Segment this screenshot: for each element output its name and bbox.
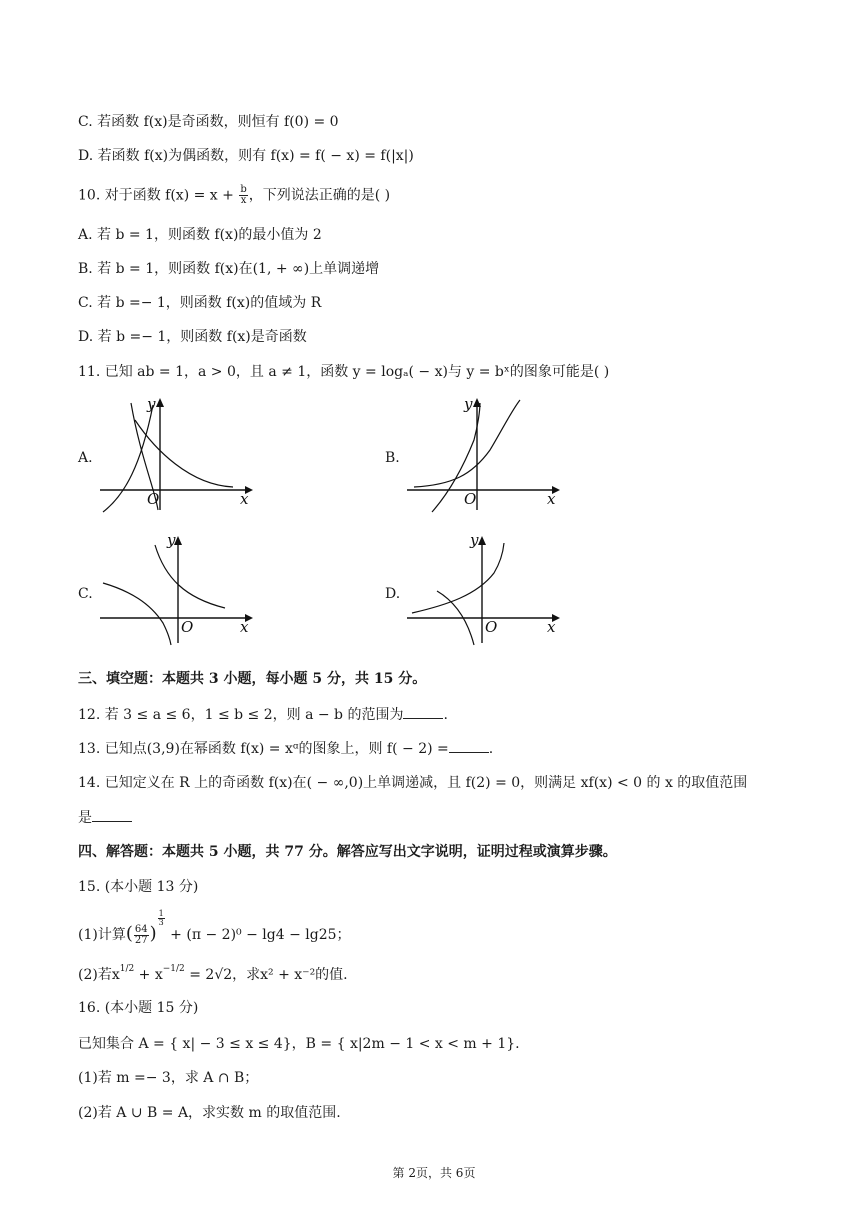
q10-option-a: A. 若 b = 1，则函数 f(x)的最小值为 2 (78, 227, 322, 243)
q10-stem (78, 185, 390, 206)
q15-heading: 15. (本小题 13 分) (78, 879, 199, 895)
q10-fraction-den: x (240, 195, 247, 206)
q11-option-c-label: C. (78, 586, 93, 602)
q10-stem-prefix: 10. 对于函数 f(x) = x + (78, 187, 239, 204)
q10-fraction-num: b (240, 184, 247, 195)
q13-text: 13. 已知点(3,9)在幂函数 f(x) = xᵅ的图象上，则 f( − 2) = (78, 741, 449, 757)
page-footer: 第 2页，共 6页 (392, 1166, 476, 1180)
q11-graph-b-x-label: x (547, 490, 556, 508)
q14-text: 是 (78, 810, 92, 826)
q10-option-b: B. 若 b = 1，则函数 f(x)在(1, + ∞)上单调递增 (78, 261, 380, 277)
q15-1-exp-den: 3 (158, 918, 164, 927)
q10-option-c: C. 若 b =− 1，则函数 f(x)的值域为 R (78, 295, 322, 311)
q11-graph-d-origin: O (485, 618, 498, 636)
q13-end: . (488, 741, 494, 757)
q16-part-1: (1)若 m =− 3，求 A ∩ B； (78, 1070, 259, 1086)
section-3-heading: 三、填空题：本题共 3 小题，每小题 5 分，共 15 分。 (78, 671, 427, 687)
q15-1-suffix: + (π − 2)⁰ − lg4 − lg25； (165, 927, 351, 943)
q15-1-exp-num: 1 (158, 909, 164, 918)
q16-heading: 16. (本小题 15 分) (78, 1000, 199, 1016)
q12-answer-blank (403, 704, 443, 719)
q11-graph-c-origin: O (181, 618, 194, 636)
q11-graph-c-y-label: y (167, 531, 176, 549)
q11-graph-c-x-label: x (240, 618, 249, 636)
q15-2-mid: + x (134, 967, 163, 983)
q15-2-prefix: (2)若x (78, 967, 120, 983)
q15-1-exponent (158, 910, 165, 927)
q12-text: 12. 若 3 ≤ a ≤ 6，1 ≤ b ≤ 2，则 a − b 的范围为 (78, 707, 404, 723)
q11-graph-b-y-label: y (464, 395, 473, 413)
q11-stem: 11. 已知 ab = 1，a > 0，且 a ≠ 1，函数 y = logₐ( − x)与 y = bˣ的图象可能是( ) (78, 364, 610, 380)
q11-graph-c (95, 533, 255, 653)
q10-stem-suffix: ，下列说法正确的是( ) (248, 187, 391, 204)
q15-1-num: 64 (134, 923, 148, 935)
q12-end: . (443, 707, 448, 723)
q14-answer-blank (92, 807, 132, 822)
q15-1-prefix: (1)计算 (78, 927, 126, 943)
q16-sets: 已知集合 A = { x| − 3 ≤ x ≤ 4}，B = { x|2m − 1 < x < m + 1}. (78, 1036, 520, 1052)
q9-option-c: C. 若函数 f(x)是奇函数，则恒有 f(0) = 0 (78, 114, 339, 130)
q15-1-den: 27 (134, 934, 148, 946)
q11-graph-a-y-label: y (147, 395, 156, 413)
q11-graph-d-y-label: y (470, 531, 479, 549)
section-4-heading: 四、解答题：本题共 5 小题，共 77 分。解答应写出文字说明，证明过程或演算步骤。 (78, 844, 617, 860)
q11-graph-d (402, 533, 562, 653)
q14-line-2 (78, 807, 132, 828)
q11-graph-a (95, 395, 255, 515)
q11-graph-b-origin: O (464, 490, 477, 508)
q15-part-1 (78, 910, 351, 950)
q11-graph-a-origin: O (147, 490, 160, 508)
q13-answer-blank (449, 738, 489, 753)
q11-option-b-label: B. (385, 450, 400, 466)
q11-graph-b (402, 395, 562, 515)
q11-option-a-label: A. (78, 450, 93, 466)
q10-option-d: D. 若 b =− 1，则函数 f(x)是奇函数 (78, 329, 307, 345)
q15-1-fraction (134, 925, 149, 946)
q12 (78, 704, 448, 725)
q15-2-exp-2: −1/2 (162, 964, 185, 974)
q11-graph-a-x-label: x (240, 490, 249, 508)
q11-option-d-label: D. (385, 586, 401, 602)
q16-part-2: (2)若 A ∪ B = A，求实数 m 的取值范围. (78, 1105, 341, 1121)
q15-1-paren-open: ( (125, 923, 133, 944)
q15-part-2 (78, 959, 348, 985)
q14-line-1: 14. 已知定义在 R 上的奇函数 f(x)在( − ∞,0)上单调递减，且 f(2) = 0，则满足 xf(x) < 0 的 x 的取值范围 (78, 775, 748, 791)
q15-2-exp-1: 1/2 (119, 964, 135, 974)
q11-graph-d-x-label: x (547, 618, 556, 636)
q13 (78, 738, 493, 759)
q10-fraction (239, 185, 247, 206)
q15-2-suffix: = 2√2，求x² + x⁻²的值. (184, 967, 348, 983)
q9-option-d: D. 若函数 f(x)为偶函数，则有 f(x) = f( − x) = f(|x|) (78, 148, 414, 164)
q15-1-paren-close: ) (149, 923, 157, 944)
